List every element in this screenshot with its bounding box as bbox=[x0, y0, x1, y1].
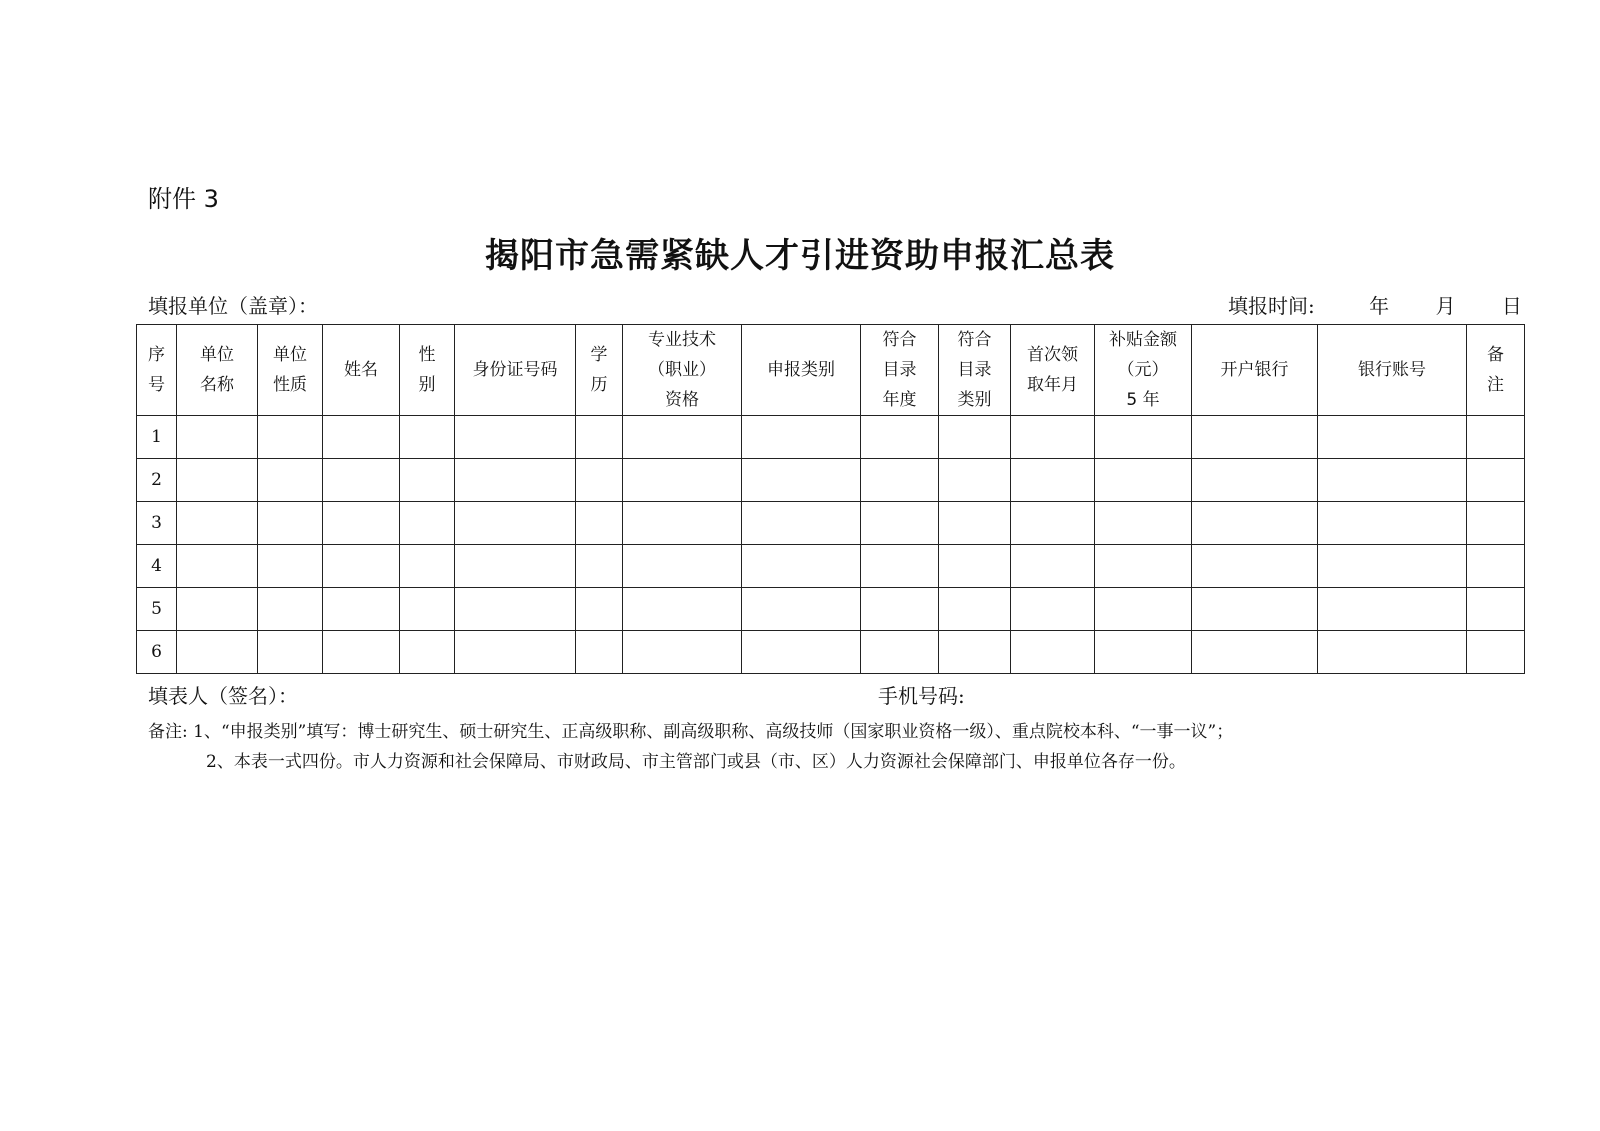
table-cell[interactable] bbox=[861, 545, 939, 588]
header-bank-account: 银行账号 bbox=[1318, 325, 1467, 416]
table-cell[interactable] bbox=[939, 631, 1011, 674]
row-number: 5 bbox=[137, 588, 177, 631]
table-cell[interactable] bbox=[742, 545, 861, 588]
table-cell[interactable] bbox=[1467, 545, 1525, 588]
header-bank: 开户银行 bbox=[1192, 325, 1318, 416]
table-row bbox=[137, 502, 1525, 545]
table-cell[interactable] bbox=[576, 545, 623, 588]
table-cell[interactable] bbox=[323, 545, 400, 588]
table-cell[interactable] bbox=[1095, 459, 1192, 502]
table-cell[interactable] bbox=[455, 631, 576, 674]
table-cell[interactable] bbox=[939, 416, 1011, 459]
table-cell[interactable] bbox=[258, 416, 323, 459]
table-cell[interactable] bbox=[1318, 416, 1467, 459]
table-cell[interactable] bbox=[576, 588, 623, 631]
header-gender: 性 别 bbox=[400, 325, 455, 416]
fill-time-label: 填报时间: bbox=[1228, 294, 1315, 318]
table-cell[interactable] bbox=[177, 545, 258, 588]
note-line-2: 2、本表一式四份。市人力资源和社会保障局、市财政局、市主管部门或县（市、区）人力资源社会保障部门、申报单位各存一份。 bbox=[206, 752, 1186, 772]
table-cell[interactable] bbox=[400, 502, 455, 545]
header-subsidy-amount: 补贴金额 （元） 5 年 bbox=[1095, 325, 1192, 416]
table-cell[interactable] bbox=[939, 588, 1011, 631]
table-cell[interactable] bbox=[1011, 631, 1095, 674]
table-cell[interactable] bbox=[742, 588, 861, 631]
header-unit-nature: 单位 性质 bbox=[258, 325, 323, 416]
table-row bbox=[137, 588, 1525, 631]
table-cell[interactable] bbox=[1192, 502, 1318, 545]
table-cell[interactable] bbox=[1011, 588, 1095, 631]
table-cell[interactable] bbox=[400, 459, 455, 502]
table-cell[interactable] bbox=[177, 459, 258, 502]
table-row bbox=[137, 416, 1525, 459]
summary-table bbox=[136, 324, 1525, 674]
table-cell[interactable] bbox=[1011, 502, 1095, 545]
table-cell[interactable] bbox=[623, 588, 742, 631]
table-cell[interactable] bbox=[1011, 545, 1095, 588]
table-cell[interactable] bbox=[939, 502, 1011, 545]
header-row bbox=[137, 325, 1525, 416]
table-cell[interactable] bbox=[1192, 545, 1318, 588]
row-number: 1 bbox=[137, 416, 177, 459]
table-cell[interactable] bbox=[623, 416, 742, 459]
table-cell[interactable] bbox=[1011, 416, 1095, 459]
table-cell[interactable] bbox=[623, 502, 742, 545]
filler-signature-label: 填表人（签名）： bbox=[148, 684, 298, 708]
table-cell[interactable] bbox=[1318, 502, 1467, 545]
attachment-label: 附件 3 bbox=[148, 185, 219, 213]
table-cell[interactable] bbox=[1467, 502, 1525, 545]
table-cell[interactable] bbox=[1467, 459, 1525, 502]
table-cell[interactable] bbox=[576, 631, 623, 674]
year-label: 年 bbox=[1369, 294, 1390, 318]
table-row bbox=[137, 631, 1525, 674]
header-qualification: 专业技术 （职业） 资格 bbox=[623, 325, 742, 416]
row-number: 3 bbox=[137, 502, 177, 545]
table-cell[interactable] bbox=[1095, 416, 1192, 459]
table-cell[interactable] bbox=[623, 459, 742, 502]
table-cell[interactable] bbox=[258, 545, 323, 588]
table-cell[interactable] bbox=[742, 631, 861, 674]
table-cell[interactable] bbox=[1192, 588, 1318, 631]
header-catalog-category: 符合 目录 类别 bbox=[939, 325, 1011, 416]
table-cell[interactable] bbox=[1095, 588, 1192, 631]
table-cell[interactable] bbox=[939, 459, 1011, 502]
table-cell[interactable] bbox=[400, 631, 455, 674]
row-number: 6 bbox=[137, 631, 177, 674]
table-row bbox=[137, 459, 1525, 502]
header-remarks: 备 注 bbox=[1467, 325, 1525, 416]
table-cell[interactable] bbox=[323, 588, 400, 631]
table-cell[interactable] bbox=[323, 631, 400, 674]
table-cell[interactable] bbox=[576, 502, 623, 545]
table-cell[interactable] bbox=[1095, 545, 1192, 588]
fill-unit-label: 填报单位（盖章）： bbox=[148, 294, 318, 318]
table-cell[interactable] bbox=[400, 416, 455, 459]
table-cell[interactable] bbox=[861, 416, 939, 459]
table-cell[interactable] bbox=[1011, 459, 1095, 502]
table-cell[interactable] bbox=[861, 459, 939, 502]
header-education: 学 历 bbox=[576, 325, 623, 416]
fill-time bbox=[1228, 293, 1522, 319]
table-cell[interactable] bbox=[177, 631, 258, 674]
header-catalog-year: 符合 目录 年度 bbox=[861, 325, 939, 416]
table-cell[interactable] bbox=[323, 459, 400, 502]
table-cell[interactable] bbox=[258, 459, 323, 502]
month-label: 月 bbox=[1435, 294, 1456, 318]
table-cell[interactable] bbox=[742, 416, 861, 459]
table-cell[interactable] bbox=[1318, 631, 1467, 674]
table-cell[interactable] bbox=[742, 502, 861, 545]
header-name: 姓名 bbox=[323, 325, 400, 416]
table-cell[interactable] bbox=[1467, 588, 1525, 631]
table-cell[interactable] bbox=[323, 416, 400, 459]
table-cell[interactable] bbox=[177, 416, 258, 459]
table-cell[interactable] bbox=[323, 502, 400, 545]
table-cell[interactable] bbox=[258, 631, 323, 674]
table-cell[interactable] bbox=[258, 502, 323, 545]
table-cell[interactable] bbox=[861, 588, 939, 631]
table-cell[interactable] bbox=[1095, 502, 1192, 545]
header-id-number: 身份证号码 bbox=[455, 325, 576, 416]
table-cell[interactable] bbox=[861, 631, 939, 674]
header-first-receipt-date: 首次领 取年月 bbox=[1011, 325, 1095, 416]
row-number: 4 bbox=[137, 545, 177, 588]
table-cell[interactable] bbox=[576, 416, 623, 459]
table-cell[interactable] bbox=[623, 631, 742, 674]
day-label: 日 bbox=[1501, 294, 1522, 318]
table-cell[interactable] bbox=[400, 588, 455, 631]
table-cell[interactable] bbox=[258, 588, 323, 631]
note-line-1: 备注: 1、“申报类别”填写：博士研究生、硕士研究生、正高级职称、副高级职称、高级技师（国家职业资格一级）、重点院校本科、“一事一议”； bbox=[148, 722, 1234, 742]
table-cell[interactable] bbox=[1192, 459, 1318, 502]
table-cell[interactable] bbox=[177, 502, 258, 545]
table-cell[interactable] bbox=[455, 588, 576, 631]
table-cell[interactable] bbox=[1318, 545, 1467, 588]
table-cell[interactable] bbox=[177, 588, 258, 631]
table-cell[interactable] bbox=[455, 459, 576, 502]
table-cell[interactable] bbox=[623, 545, 742, 588]
table-cell[interactable] bbox=[1467, 631, 1525, 674]
table-cell[interactable] bbox=[939, 545, 1011, 588]
table-cell[interactable] bbox=[1192, 631, 1318, 674]
header-unit-name: 单位 名称 bbox=[177, 325, 258, 416]
table-cell[interactable] bbox=[861, 502, 939, 545]
table-cell[interactable] bbox=[1467, 416, 1525, 459]
table-cell[interactable] bbox=[576, 459, 623, 502]
table-cell[interactable] bbox=[742, 459, 861, 502]
header-application-category: 申报类别 bbox=[742, 325, 861, 416]
table-cell[interactable] bbox=[1318, 588, 1467, 631]
table-cell[interactable] bbox=[455, 416, 576, 459]
header-seq: 序 号 bbox=[137, 325, 177, 416]
document-title: 揭阳市急需紧缺人才引进资助申报汇总表 bbox=[485, 236, 1115, 276]
table-cell[interactable] bbox=[1318, 459, 1467, 502]
table-cell[interactable] bbox=[400, 545, 455, 588]
table-cell[interactable] bbox=[455, 545, 576, 588]
table-row bbox=[137, 545, 1525, 588]
row-number: 2 bbox=[137, 459, 177, 502]
table-cell[interactable] bbox=[455, 502, 576, 545]
table-cell[interactable] bbox=[1095, 631, 1192, 674]
table-cell[interactable] bbox=[1192, 416, 1318, 459]
phone-number-label: 手机号码: bbox=[878, 684, 965, 708]
